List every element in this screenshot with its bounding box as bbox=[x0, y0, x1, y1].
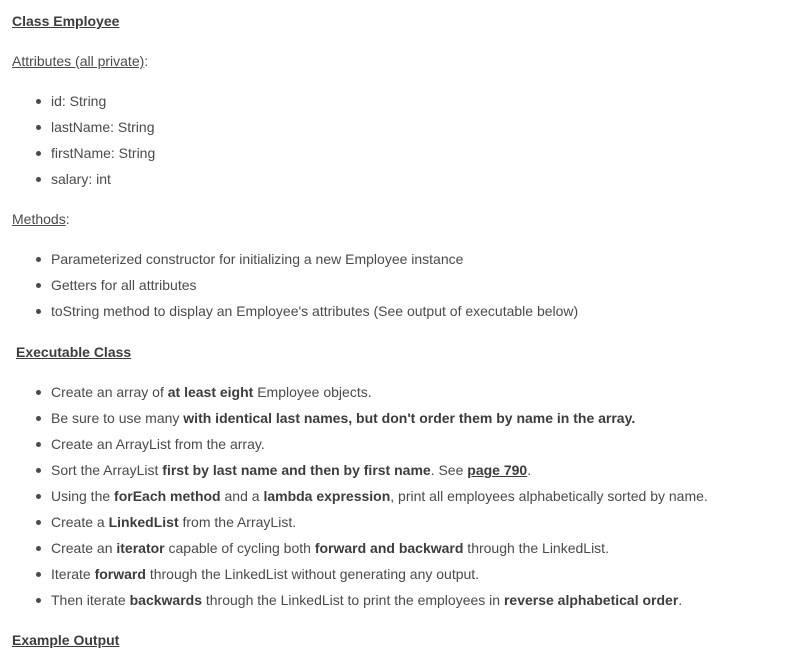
list-item: Getters for all attributes bbox=[0, 272, 578, 298]
methods-label-text: Methods bbox=[12, 211, 66, 227]
page-790-link[interactable]: page 790 bbox=[467, 462, 528, 478]
list-item: Create a LinkedList from the ArrayList. bbox=[0, 509, 708, 535]
list-item: Create an iterator capable of cycling both forward and backward through the LinkedList. bbox=[0, 535, 708, 561]
list-item: Create an ArrayList from the array. bbox=[0, 431, 708, 457]
executable-class-heading: Executable Class bbox=[16, 344, 132, 360]
attributes-colon: : bbox=[144, 53, 149, 69]
list-item: salary: int bbox=[0, 166, 155, 192]
executable-list bbox=[0, 379, 708, 613]
list-item: firstName: String bbox=[0, 140, 155, 166]
list-item: Using the forEach method and a lambda expression, print all employees alphabetically sorted by name. bbox=[0, 483, 708, 509]
list-item: Parameterized constructor for initializing a new Employee instance bbox=[0, 246, 578, 272]
list-item: Be sure to use many with identical last names, but don't order them by name in the array. bbox=[0, 405, 708, 431]
attributes-list bbox=[0, 88, 155, 192]
list-item: id: String bbox=[0, 88, 155, 114]
list-item: Then iterate backwards through the LinkedList to print the employees in reverse alphabetical order. bbox=[0, 587, 708, 613]
list-item: Iterate forward through the LinkedList without generating any output. bbox=[0, 561, 708, 587]
attributes-label bbox=[12, 53, 148, 69]
list-item: toString method to display an Employee's attributes (See output of executable below) bbox=[0, 298, 578, 324]
methods-list bbox=[0, 246, 578, 324]
list-item: lastName: String bbox=[0, 114, 155, 140]
methods-label bbox=[12, 211, 70, 227]
list-item: Create an array of at least eight Employee objects. bbox=[0, 379, 708, 405]
methods-colon: : bbox=[65, 211, 70, 227]
attributes-label-text: Attributes (all private) bbox=[12, 53, 145, 69]
class-employee-heading: Class Employee bbox=[12, 13, 120, 29]
list-item: Sort the ArrayList first by last name and then by first name. See page 790. bbox=[0, 457, 708, 483]
example-output-heading-partial: Example Output bbox=[12, 632, 120, 648]
